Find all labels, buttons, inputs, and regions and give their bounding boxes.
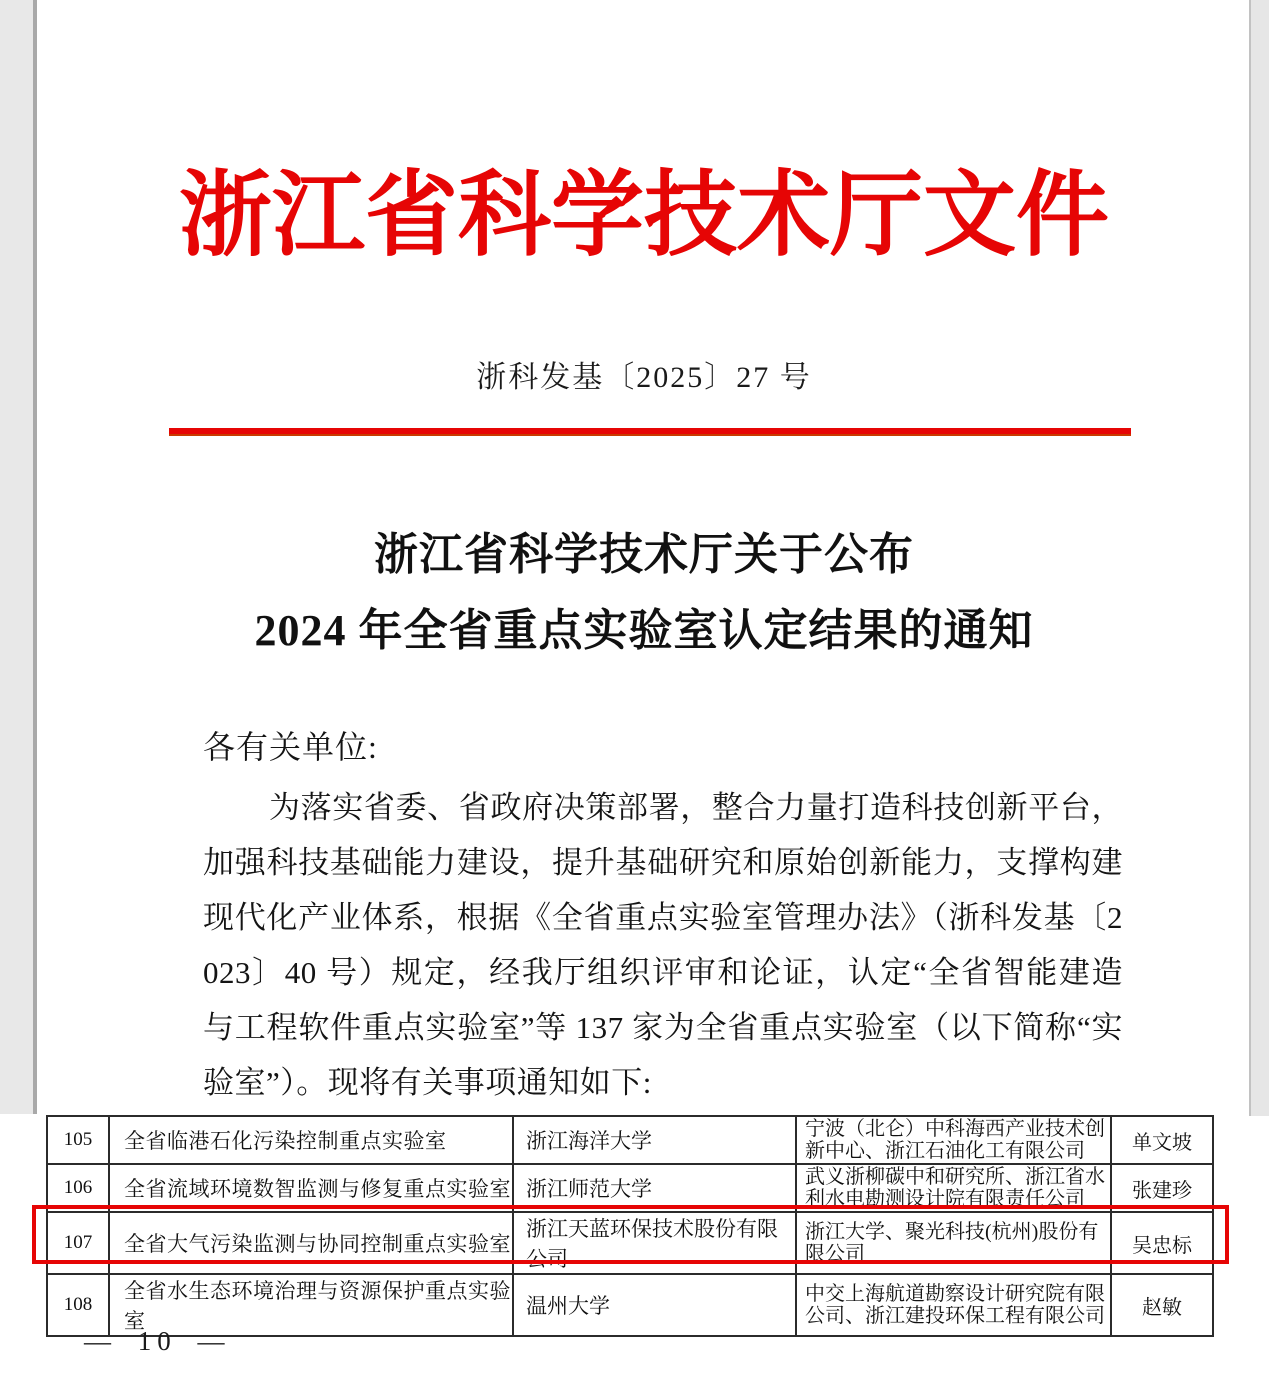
table-cell-partner-institutions: 武义浙柳碳中和研究所、浙江省水利水电勘测设计院有限责任公司: [796, 1164, 1111, 1212]
page-margin-left: [0, 0, 37, 1114]
table-cell-partner-institutions: 浙江大学、聚光科技(杭州)股份有限公司: [796, 1212, 1111, 1274]
document-page: [41, 0, 1247, 1114]
table-cell-lab-name: 全省水生态环境治理与资源保护重点实验室: [109, 1274, 513, 1336]
table-cell-host-institution: 浙江海洋大学: [513, 1116, 796, 1164]
table-row-105: [47, 1116, 1213, 1164]
table-cell-no: 106: [47, 1164, 109, 1212]
table-cell-host-institution: 浙江天蓝环保技术股份有限公司: [513, 1212, 796, 1274]
table-cell-director: 张建珍: [1111, 1164, 1213, 1212]
table-cell-director: 吴忠标: [1111, 1212, 1213, 1274]
table-cell-partner-institutions: 宁波（北仑）中科海西产业技术创新中心、浙江石油化工有限公司: [796, 1116, 1111, 1164]
body-paragraph: 为落实省委、省政府决策部署，整合力量打造科技创新平台，加强科技基础能力建设，提升基础研究和原始创新能力，支撑构建现代化产业体系，根据《全省重点实验室管理办法》（浙科发基〔2023〕40 号）规定，经我厅组织评审和论证，认定“全省智能建造与工程软件重点实验室”等 137 家为全省重点实验室（以下简称“实验室”）。现将有关事项通知如下:: [203, 790, 1123, 1100]
table-cell-lab-name: 全省大气污染监测与协同控制重点实验室: [109, 1212, 513, 1274]
laboratory-table: [46, 1115, 1214, 1337]
table-cell-director: 单文坡: [1111, 1116, 1213, 1164]
table-cell-no: 107: [47, 1212, 109, 1274]
document-number: 浙科发基〔2025〕27 号: [476, 361, 812, 394]
notice-title-line2: 2024 年全省重点实验室认定结果的通知: [254, 606, 1034, 655]
table-cell-host-institution: 浙江师范大学: [513, 1164, 796, 1212]
table-cell-lab-name: 全省临港石化污染控制重点实验室: [109, 1116, 513, 1164]
salutation: 各有关单位:: [203, 729, 378, 765]
document-header-title: 浙江省科学技术厅文件: [179, 165, 1109, 268]
page-number: — 10 —: [84, 1326, 231, 1356]
table-cell-partner-institutions: 中交上海航道勘察设计研究院有限公司、浙江建投环保工程有限公司: [796, 1274, 1111, 1336]
table-cell-no: 108: [47, 1274, 109, 1336]
red-divider-rule: [169, 428, 1131, 436]
table-cell-director: 赵敏: [1111, 1274, 1213, 1336]
table-cell-host-institution: 温州大学: [513, 1274, 796, 1336]
table-cell-lab-name: 全省流域环境数智监测与修复重点实验室: [109, 1164, 513, 1212]
notice-title-line1: 浙江省科学技术厅关于公布: [374, 530, 914, 579]
page-margin-right: [1249, 0, 1269, 1116]
table-cell-no: 105: [47, 1116, 109, 1164]
table-row-106: [47, 1164, 1213, 1212]
table-row-107-highlighted: [47, 1212, 1213, 1274]
